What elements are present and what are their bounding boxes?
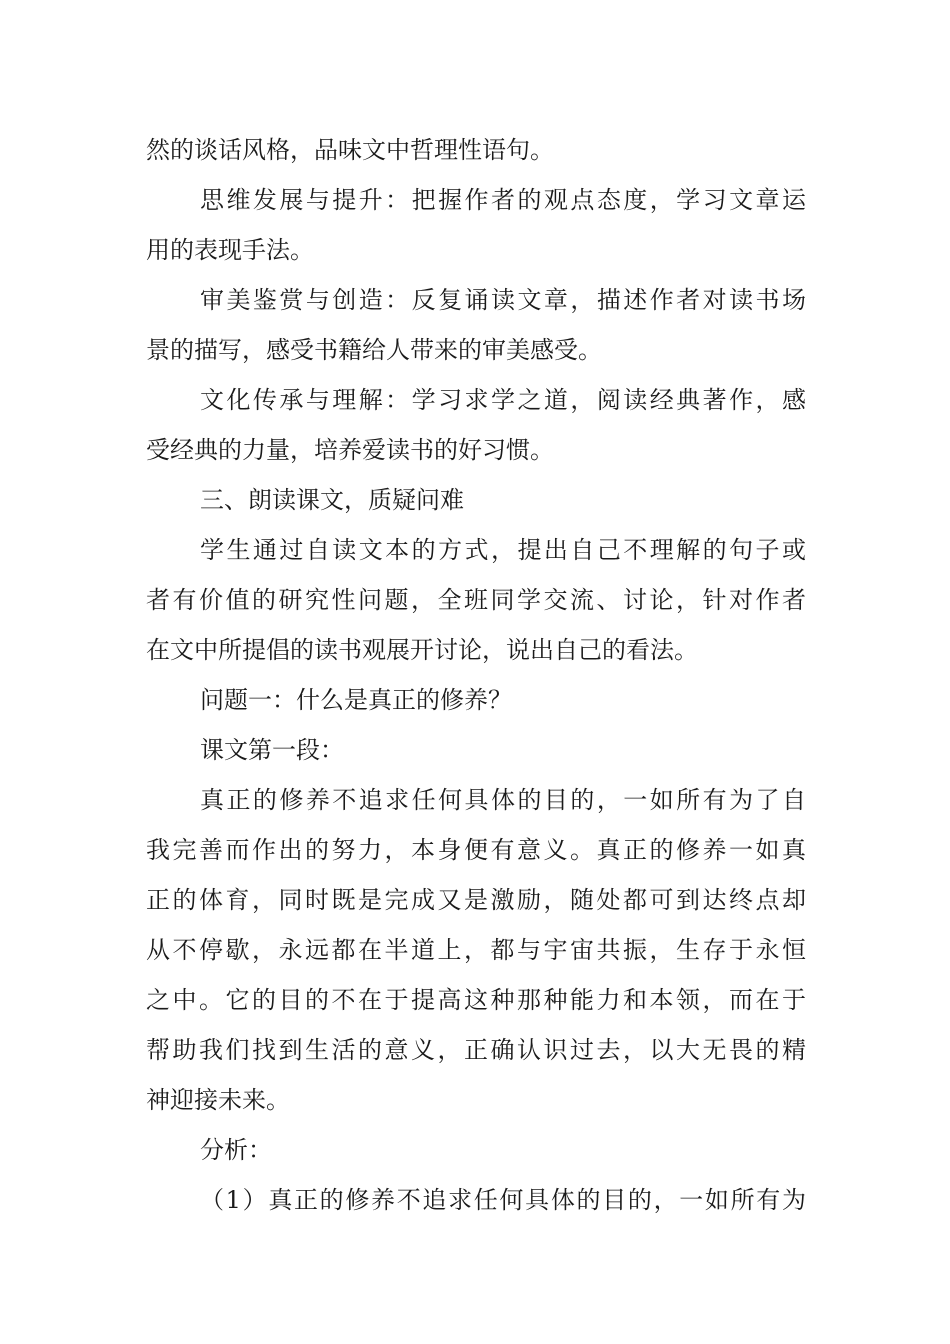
text-line: 课文第一段：	[200, 736, 344, 764]
text-line: 学生通过自读文本的方式，提出自己不理解的句子或	[200, 536, 806, 564]
text-line: 思维发展与提升：把握作者的观点态度，学习文章运	[200, 186, 806, 214]
question-heading: 问题一：什么是真正的修养？	[200, 686, 512, 714]
text-line: 分析：	[200, 1136, 272, 1164]
section-heading: 三、朗读课文，质疑问难	[200, 486, 464, 514]
text-line: 正的体育，同时既是完成又是激励，随处都可到达终点却	[146, 886, 806, 914]
text-line: 者有价值的研究性问题，全班同学交流、讨论，针对作者	[146, 586, 806, 614]
text-line: 用的表现手法。	[146, 236, 314, 264]
text-line: 从不停歇，永远都在半道上，都与宇宙共振，生存于永恒	[146, 936, 806, 964]
text-line: 审美鉴赏与创造：反复诵读文章，描述作者对读书场	[200, 286, 806, 314]
text-line: 之中。它的目的不在于提高这种那种能力和本领，而在于	[146, 986, 806, 1014]
text-line: 受经典的力量，培养爱读书的好习惯。	[146, 436, 554, 464]
text-line: 然的谈话风格，品味文中哲理性语句。	[146, 136, 554, 164]
text-line: 文化传承与理解：学习求学之道，阅读经典著作，感	[200, 386, 806, 414]
text-line: 我完善而作出的努力，本身便有意义。真正的修养一如真	[146, 836, 806, 864]
text-line: （1）真正的修养不追求任何具体的目的，一如所有为	[200, 1186, 806, 1214]
text-line: 在文中所提倡的读书观展开讨论，说出自己的看法。	[146, 636, 698, 664]
text-line: 真正的修养不追求任何具体的目的，一如所有为了自	[200, 786, 806, 814]
text-line: 神迎接未来。	[146, 1086, 290, 1114]
text-line: 景的描写，感受书籍给人带来的审美感受。	[146, 336, 602, 364]
text-line: 帮助我们找到生活的意义，正确认识过去，以大无畏的精	[146, 1036, 806, 1064]
